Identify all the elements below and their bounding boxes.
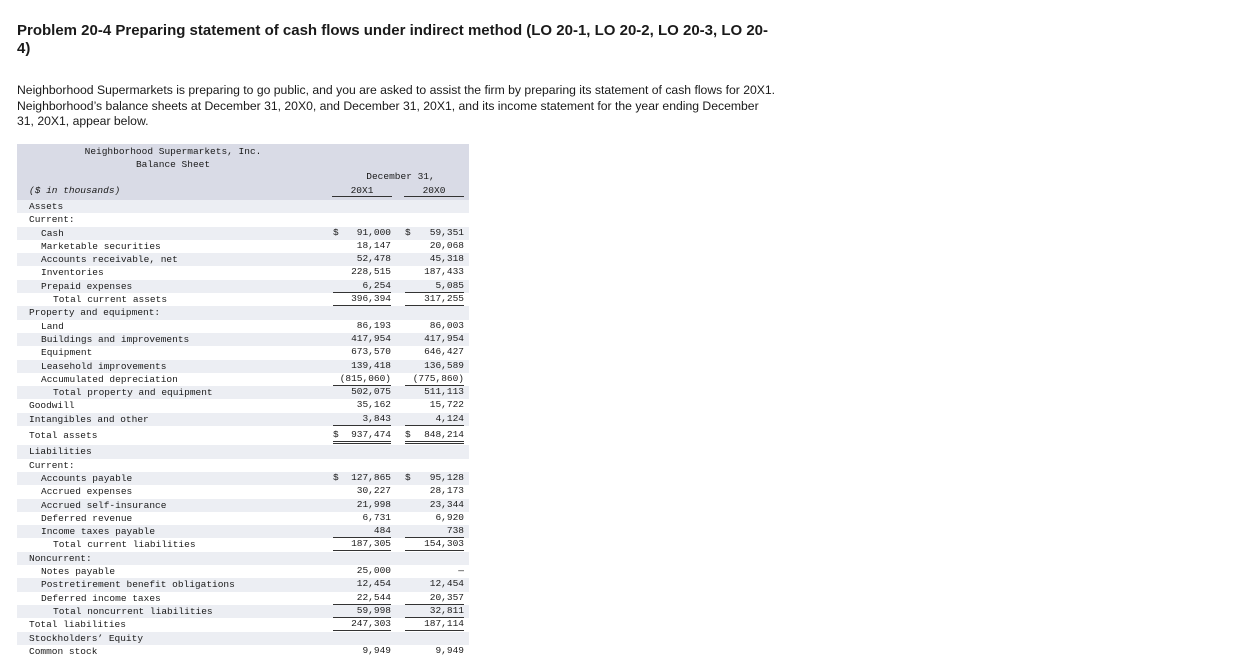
- value-20x0-cell: [405, 472, 464, 484]
- value-20x0: 511,113: [424, 386, 464, 398]
- value-20x1: 30,227: [356, 485, 391, 497]
- value-20x1: 21,998: [356, 498, 391, 510]
- currency-symbol: $: [333, 429, 339, 441]
- currency-symbol: $: [405, 471, 411, 483]
- value-20x0: 187,433: [424, 266, 464, 278]
- value-20x1-cell: [333, 399, 391, 411]
- value-20x0-cell: [405, 333, 464, 345]
- row-label: Buildings and improvements: [41, 333, 190, 345]
- value-20x0-cell: [405, 605, 464, 618]
- balance-sheet-header: [17, 144, 469, 200]
- row-label: Total current liabilities: [53, 539, 196, 551]
- table-row: [17, 512, 469, 525]
- row-label: Accumulated depreciation: [41, 373, 178, 385]
- value-20x1: 6,254: [362, 279, 391, 291]
- value-20x0: 28,173: [429, 485, 464, 497]
- value-20x1-cell: [333, 499, 391, 511]
- value-20x0-cell: [405, 512, 464, 524]
- column-header-20x1: 20X1: [332, 185, 392, 197]
- table-row: [17, 429, 469, 442]
- value-20x0-cell: [405, 499, 464, 511]
- company-name: Neighborhood Supermarkets, Inc.: [84, 146, 262, 157]
- value-20x0-cell: [405, 360, 464, 372]
- value-20x1-cell: [333, 266, 391, 278]
- balance-sheet-table: [17, 144, 469, 658]
- row-label: Noncurrent:: [29, 552, 92, 564]
- value-20x0: 6,920: [435, 511, 464, 523]
- row-label: Marketable securities: [41, 240, 161, 252]
- units-label: ($ in thousands): [29, 185, 121, 196]
- row-label: Land: [41, 320, 64, 332]
- value-20x0: 45,318: [429, 253, 464, 265]
- table-row: [17, 227, 469, 240]
- value-20x1: 6,731: [362, 511, 391, 523]
- value-20x0: 317,255: [424, 293, 464, 305]
- value-20x1-cell: [333, 605, 391, 618]
- value-20x0: 136,589: [424, 359, 464, 371]
- row-label: Total property and equipment: [53, 387, 213, 399]
- value-20x0: 5,085: [435, 279, 464, 291]
- value-20x0: 15,722: [429, 399, 464, 411]
- value-20x1-cell: [333, 525, 391, 538]
- value-20x0: 738: [446, 525, 464, 537]
- value-20x0-cell: [405, 578, 464, 590]
- table-row: [17, 293, 469, 306]
- row-label: Goodwill: [29, 400, 75, 412]
- problem-title: Problem 20-4 Preparing statement of cash flows under indirect method (LO 20-1, LO 20-2, LO 20-3, LO 20-4): [17, 22, 769, 57]
- value-20x0-cell: [405, 373, 464, 386]
- value-20x1-cell: [333, 373, 391, 386]
- table-row: [17, 645, 469, 658]
- table-row: [17, 346, 469, 359]
- value-20x1-cell: [333, 565, 391, 577]
- value-20x1: 25,000: [356, 565, 391, 577]
- value-20x1-cell: [333, 360, 391, 372]
- row-label: Equipment: [41, 347, 93, 359]
- value-20x0: —: [458, 565, 464, 577]
- value-20x0-cell: [405, 320, 464, 332]
- table-row: [17, 373, 469, 386]
- table-row: [17, 445, 469, 458]
- currency-symbol: $: [405, 226, 411, 238]
- row-label: Total assets: [29, 430, 98, 442]
- value-20x0-cell: [405, 413, 464, 426]
- value-20x1-cell: [333, 645, 391, 657]
- row-label: Liabilities: [29, 446, 92, 458]
- value-20x1: 12,454: [356, 578, 391, 590]
- value-20x1: 86,193: [356, 319, 391, 331]
- value-20x0: 20,068: [429, 239, 464, 251]
- table-row: [17, 386, 469, 399]
- value-20x1-cell: [333, 333, 391, 345]
- value-20x1: 52,478: [356, 253, 391, 265]
- table-row: [17, 592, 469, 605]
- value-20x0: 848,214: [424, 429, 464, 441]
- value-20x0-cell: [405, 346, 464, 358]
- value-20x1-cell: [333, 386, 391, 398]
- table-row: [17, 485, 469, 498]
- value-20x0: 646,427: [424, 346, 464, 358]
- value-20x1-cell: [333, 280, 391, 293]
- row-label: Current:: [29, 459, 75, 471]
- row-label: Accounts receivable, net: [41, 254, 178, 266]
- row-label: Total current assets: [53, 294, 168, 306]
- row-label: Assets: [29, 201, 64, 212]
- row-label: Inventories: [41, 267, 104, 279]
- value-20x0-cell: [405, 525, 464, 538]
- table-row: [17, 240, 469, 253]
- table-row: [17, 538, 469, 551]
- table-row: [17, 200, 469, 213]
- value-20x0-cell: [405, 240, 464, 252]
- value-20x0: 4,124: [435, 412, 464, 424]
- value-20x0-cell: [405, 280, 464, 293]
- table-row: [17, 459, 469, 472]
- row-label: Accounts payable: [41, 472, 133, 484]
- value-20x1-cell: [333, 538, 391, 551]
- row-label: Property and equipment:: [29, 307, 161, 319]
- value-20x1: 127,865: [351, 471, 391, 483]
- table-row: [17, 413, 469, 426]
- value-20x0-cell: [405, 645, 464, 657]
- table-row: [17, 632, 469, 645]
- row-label: Intangibles and other: [29, 413, 149, 425]
- value-20x0: 154,303: [424, 538, 464, 550]
- value-20x1: 247,303: [351, 618, 391, 630]
- row-label: Current:: [29, 214, 75, 226]
- table-row: [17, 552, 469, 565]
- row-label: Notes payable: [41, 566, 116, 578]
- value-20x1: 91,000: [356, 226, 391, 238]
- row-label: Accrued expenses: [41, 486, 133, 498]
- table-row: [17, 213, 469, 226]
- value-20x0-cell: [405, 485, 464, 497]
- row-label: Total liabilities: [29, 619, 126, 631]
- value-20x1: 396,394: [351, 293, 391, 305]
- value-20x0-cell: [405, 227, 464, 239]
- value-20x0: 187,114: [424, 618, 464, 630]
- row-label: Deferred income taxes: [41, 592, 161, 604]
- value-20x1: (815,060): [339, 372, 391, 384]
- problem-intro: Neighborhood Supermarkets is preparing to go public, and you are asked to assist the firm by preparing its statement of cash flows for 20X1. Neighborhood’s balance sheets at December 31, 20X0, and December 31, 20X1, and its income statement for the year ending December 31, 20X1, appear below.: [17, 83, 776, 128]
- value-20x1: 484: [373, 525, 391, 537]
- value-20x1-cell: [333, 512, 391, 524]
- row-label: Leasehold improvements: [41, 360, 167, 372]
- statement-name: Balance Sheet: [135, 159, 211, 170]
- row-label: Income taxes payable: [41, 526, 156, 538]
- value-20x1-cell: [333, 320, 391, 332]
- value-20x1: 502,075: [351, 386, 391, 398]
- table-row: [17, 280, 469, 293]
- value-20x1: 673,570: [351, 346, 391, 358]
- value-20x0: (775,860): [412, 372, 464, 384]
- value-20x1-cell: [333, 472, 391, 484]
- value-20x0: 86,003: [429, 319, 464, 331]
- table-row: [17, 333, 469, 346]
- balance-sheet-rows: [17, 200, 469, 658]
- value-20x0-cell: [405, 293, 464, 306]
- value-20x0-cell: [405, 429, 464, 444]
- value-20x1: 22,544: [356, 591, 391, 603]
- value-20x1: 35,162: [356, 399, 391, 411]
- value-20x1-cell: [333, 346, 391, 358]
- value-20x1-cell: [333, 429, 391, 444]
- value-20x1-cell: [333, 240, 391, 252]
- table-row: [17, 578, 469, 591]
- table-row: [17, 360, 469, 373]
- value-20x0: 9,949: [435, 644, 464, 656]
- value-20x1: 3,843: [362, 412, 391, 424]
- row-label: Total noncurrent liabilities: [53, 605, 213, 617]
- table-row: [17, 306, 469, 319]
- row-label: Cash: [41, 227, 64, 239]
- value-20x1-cell: [333, 578, 391, 590]
- currency-symbol: $: [405, 429, 411, 441]
- value-20x0-cell: [405, 618, 464, 631]
- value-20x1-cell: [333, 293, 391, 306]
- value-20x0-cell: [405, 386, 464, 398]
- table-row: [17, 525, 469, 538]
- value-20x1: 228,515: [351, 266, 391, 278]
- column-header-20x0: 20X0: [404, 185, 464, 197]
- table-row: [17, 266, 469, 279]
- value-20x0-cell: [405, 565, 464, 577]
- table-row: [17, 399, 469, 412]
- value-20x1-cell: [333, 592, 391, 605]
- value-20x0: 32,811: [429, 604, 464, 616]
- row-label: Common stock: [29, 645, 98, 657]
- value-20x0-cell: [405, 538, 464, 551]
- row-label: Deferred revenue: [41, 512, 133, 524]
- currency-symbol: $: [333, 471, 339, 483]
- value-20x1-cell: [333, 253, 391, 265]
- currency-symbol: $: [333, 226, 339, 238]
- value-20x1-cell: [333, 413, 391, 426]
- value-20x0-cell: [405, 592, 464, 605]
- row-label: Accrued self-insurance: [41, 499, 167, 511]
- table-row: [17, 605, 469, 618]
- value-20x0: 95,128: [429, 471, 464, 483]
- table-row: [17, 618, 469, 631]
- value-20x0-cell: [405, 266, 464, 278]
- value-20x1: 417,954: [351, 332, 391, 344]
- value-20x0: 12,454: [429, 578, 464, 590]
- value-20x1-cell: [333, 618, 391, 631]
- value-20x1: 18,147: [356, 239, 391, 251]
- value-20x1: 9,949: [362, 644, 391, 656]
- table-row: [17, 499, 469, 512]
- value-20x1: 187,305: [351, 538, 391, 550]
- value-20x0: 59,351: [429, 226, 464, 238]
- value-20x0: 23,344: [429, 498, 464, 510]
- row-label: Prepaid expenses: [41, 280, 133, 292]
- table-row: [17, 472, 469, 485]
- value-20x1: 937,474: [351, 429, 391, 441]
- value-20x1: 59,998: [356, 604, 391, 616]
- value-20x0: 20,357: [429, 591, 464, 603]
- value-20x1-cell: [333, 227, 391, 239]
- value-20x1-cell: [333, 485, 391, 497]
- value-20x1: 139,418: [351, 359, 391, 371]
- table-row: [17, 565, 469, 578]
- table-row: [17, 320, 469, 333]
- table-row: [17, 253, 469, 266]
- value-20x0: 417,954: [424, 332, 464, 344]
- value-20x0-cell: [405, 253, 464, 265]
- value-20x0-cell: [405, 399, 464, 411]
- date-header: December 31,: [366, 171, 435, 182]
- row-label: Postretirement benefit obligations: [41, 579, 235, 591]
- row-label: Stockholders’ Equity: [29, 632, 144, 644]
